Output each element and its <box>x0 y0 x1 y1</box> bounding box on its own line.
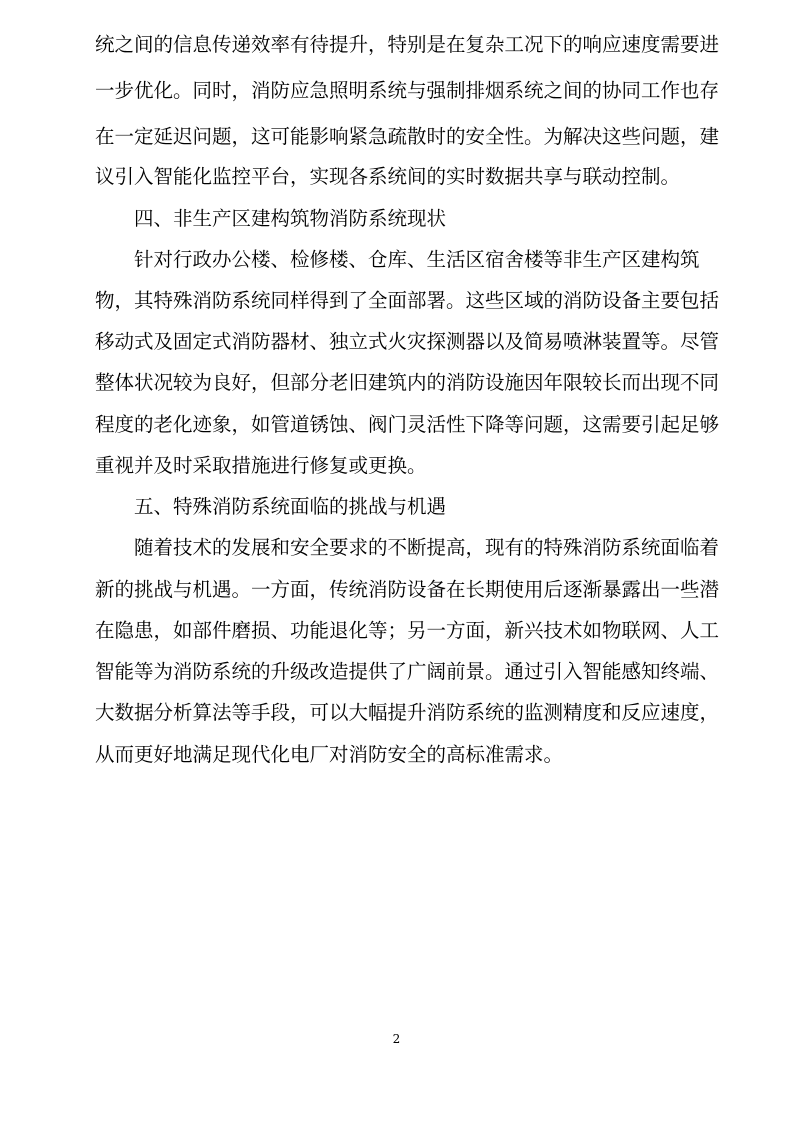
paragraph-line: 大数据分析算法等手段，可以大幅提升消防系统的监测精度和反应速度， <box>95 701 720 724</box>
section-heading: 四、非生产区建构筑物消防系统现状 <box>134 207 447 230</box>
paragraph-line: 移动式及固定式消防器材、独立式火灾探测器以及简易喷淋装置等。尽管 <box>95 330 720 353</box>
paragraph-line: 重视并及时采取措施进行修复或更换。 <box>95 454 427 477</box>
paragraph-line: 新的挑战与机遇。一方面，传统消防设备在长期使用后逐渐暴露出一些潜 <box>95 578 720 601</box>
paragraph-line: 议引入智能化监控平台，实现各系统间的实时数据共享与联动控制。 <box>95 165 681 188</box>
paragraph-line: 在隐患，如部件磨损、功能退化等；另一方面，新兴技术如物联网、人工 <box>95 619 720 642</box>
paragraph-line: 从而更好地满足现代化电厂对消防安全的高标准需求。 <box>95 743 564 766</box>
paragraph-line: 智能等为消防系统的升级改造提供了广阔前景。通过引入智能感知终端、 <box>95 660 720 683</box>
paragraph-line: 物，其特殊消防系统同样得到了全面部署。这些区域的消防设备主要包括 <box>95 289 720 312</box>
paragraph-line: 统之间的信息传递效率有待提升，特别是在复杂工况下的响应速度需要进 <box>95 33 720 56</box>
paragraph-line: 在一定延迟问题，这可能影响紧急疏散时的安全性。为解决这些问题，建 <box>95 125 720 148</box>
paragraph-line: 整体状况较为良好，但部分老旧建筑内的消防设施因年限较长而出现不同 <box>95 371 720 394</box>
paragraph-line: 随着技术的发展和安全要求的不断提高，现有的特殊消防系统面临着 <box>134 536 720 559</box>
page-number: 2 <box>392 1032 401 1046</box>
paragraph-line: 针对行政办公楼、检修楼、仓库、生活区宿舍楼等非生产区建构筑 <box>134 248 700 271</box>
section-heading: 五、特殊消防系统面临的挑战与机遇 <box>134 495 447 518</box>
paragraph-line: 程度的老化迹象，如管道锈蚀、阀门灵活性下降等问题，这需要引起足够 <box>95 413 720 436</box>
paragraph-line: 一步优化。同时，消防应急照明系统与强制排烟系统之间的协同工作也存 <box>95 79 720 102</box>
